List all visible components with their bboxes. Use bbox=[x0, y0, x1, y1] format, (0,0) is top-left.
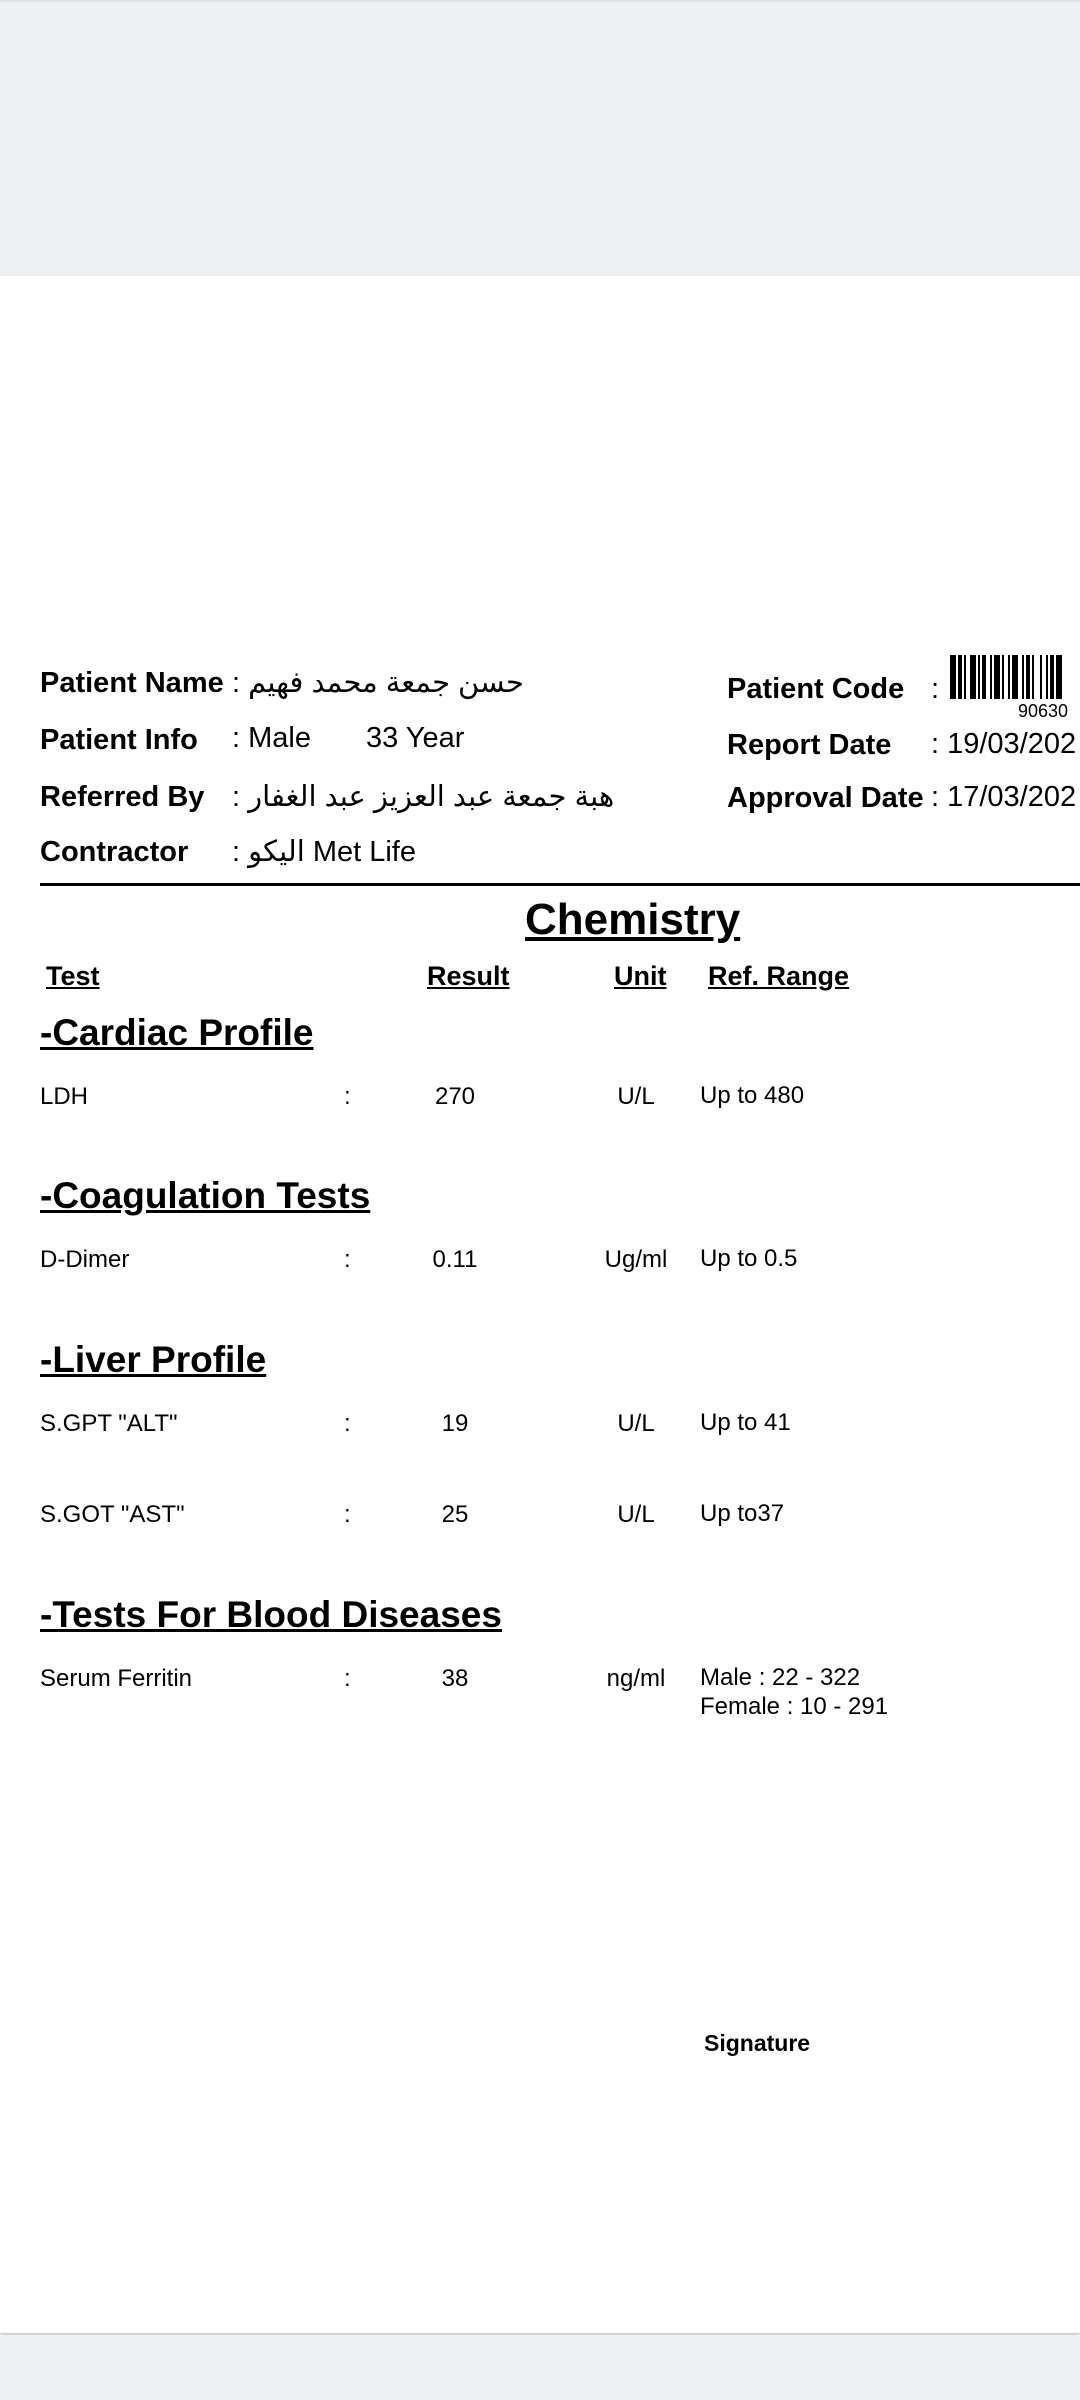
test-unit: U/L bbox=[617, 1501, 655, 1528]
patient-name-value: : حسن جمعة محمد فهيم bbox=[232, 667, 524, 699]
patient-code-label: Patient Code bbox=[727, 673, 905, 705]
test-unit: U/L bbox=[617, 1410, 655, 1437]
barcode-bar bbox=[1056, 655, 1062, 699]
report-date-label: Report Date bbox=[727, 729, 892, 761]
test-name: LDH bbox=[40, 1083, 89, 1110]
contractor-label: Contractor bbox=[40, 836, 189, 868]
patient-age: 33 Year bbox=[366, 722, 465, 754]
report-title: Chemistry bbox=[525, 895, 741, 944]
barcode-bar bbox=[990, 655, 992, 699]
row-separator: : bbox=[344, 1410, 351, 1437]
barcode-bar bbox=[1008, 655, 1010, 699]
barcode-bar bbox=[1050, 655, 1054, 699]
test-ref-range-female: Female : 10 - 291 bbox=[700, 1693, 889, 1720]
barcode-bar bbox=[1012, 655, 1018, 699]
section-title: -Liver Profile bbox=[40, 1339, 267, 1380]
viewer-top-margin bbox=[0, 0, 1080, 278]
test-name: S.GPT "ALT" bbox=[40, 1410, 178, 1437]
barcode-bar bbox=[1032, 655, 1034, 699]
test-ref-range: Up to37 bbox=[700, 1500, 785, 1527]
column-header-result: Result bbox=[427, 961, 510, 991]
test-name: Serum Ferritin bbox=[40, 1665, 193, 1692]
patient-code-separator: : bbox=[931, 673, 940, 705]
barcode-number: 90630 bbox=[1018, 701, 1069, 721]
row-separator: : bbox=[344, 1083, 351, 1110]
barcode-bar bbox=[950, 655, 956, 699]
section-title: -Cardiac Profile bbox=[40, 1012, 314, 1053]
barcode-bar bbox=[982, 655, 986, 699]
test-name: D-Dimer bbox=[40, 1246, 130, 1273]
header-divider bbox=[40, 883, 1080, 886]
patient-info-label: Patient Info bbox=[40, 724, 198, 756]
test-result: 270 bbox=[434, 1083, 476, 1110]
signature-label: Signature bbox=[704, 2030, 811, 2056]
report-date-value: : 19/03/202 bbox=[931, 728, 1077, 760]
referred-by-label: Referred By bbox=[40, 781, 205, 813]
approval-date-label: Approval Date bbox=[727, 782, 924, 814]
test-result: 25 bbox=[441, 1501, 469, 1528]
test-result: 19 bbox=[441, 1410, 469, 1437]
barcode-bar bbox=[964, 655, 966, 699]
test-ref-range: Up to 0.5 bbox=[700, 1245, 798, 1272]
report-page[interactable] bbox=[0, 276, 1080, 2333]
barcode-bar bbox=[978, 655, 980, 699]
test-ref-range: Up to 480 bbox=[700, 1082, 805, 1109]
barcode-bar bbox=[994, 655, 1000, 699]
referred-by-value: : هبة جمعة عبد العزيز عبد الغفار bbox=[232, 781, 615, 813]
test-ref-range: Male : 22 - 322 bbox=[700, 1664, 861, 1691]
barcode-bar bbox=[970, 655, 976, 699]
test-unit: Ug/ml bbox=[604, 1246, 668, 1273]
barcode-bar bbox=[958, 655, 962, 699]
test-unit: U/L bbox=[617, 1083, 655, 1110]
row-separator: : bbox=[344, 1665, 351, 1692]
test-result: 0.11 bbox=[432, 1246, 478, 1273]
approval-date-value: : 17/03/202 bbox=[931, 781, 1077, 813]
test-ref-range: Up to 41 bbox=[700, 1409, 791, 1436]
test-unit: ng/ml bbox=[606, 1665, 666, 1692]
contractor-value: : اليكو Met Life bbox=[232, 836, 416, 868]
column-header-test: Test bbox=[46, 961, 100, 991]
column-header-unit: Unit bbox=[614, 961, 667, 991]
barcode-bar bbox=[1040, 655, 1042, 699]
row-separator: : bbox=[344, 1246, 351, 1273]
viewer-bottom-margin bbox=[0, 2335, 1080, 2400]
column-header-ref-range: Ref. Range bbox=[708, 961, 850, 991]
barcode-bar bbox=[1046, 655, 1048, 699]
test-result: 38 bbox=[441, 1665, 469, 1692]
barcode-bar bbox=[1026, 655, 1030, 699]
patient-info-value: : Male bbox=[232, 722, 311, 754]
barcode bbox=[950, 655, 1080, 699]
section-title: -Coagulation Tests bbox=[40, 1175, 371, 1216]
test-name: S.GOT "AST" bbox=[40, 1501, 185, 1528]
barcode-bar bbox=[1002, 655, 1004, 699]
barcode-bar bbox=[1022, 655, 1024, 699]
patient-name-label: Patient Name bbox=[40, 667, 224, 699]
row-separator: : bbox=[344, 1501, 351, 1528]
section-title: -Tests For Blood Diseases bbox=[40, 1594, 502, 1635]
